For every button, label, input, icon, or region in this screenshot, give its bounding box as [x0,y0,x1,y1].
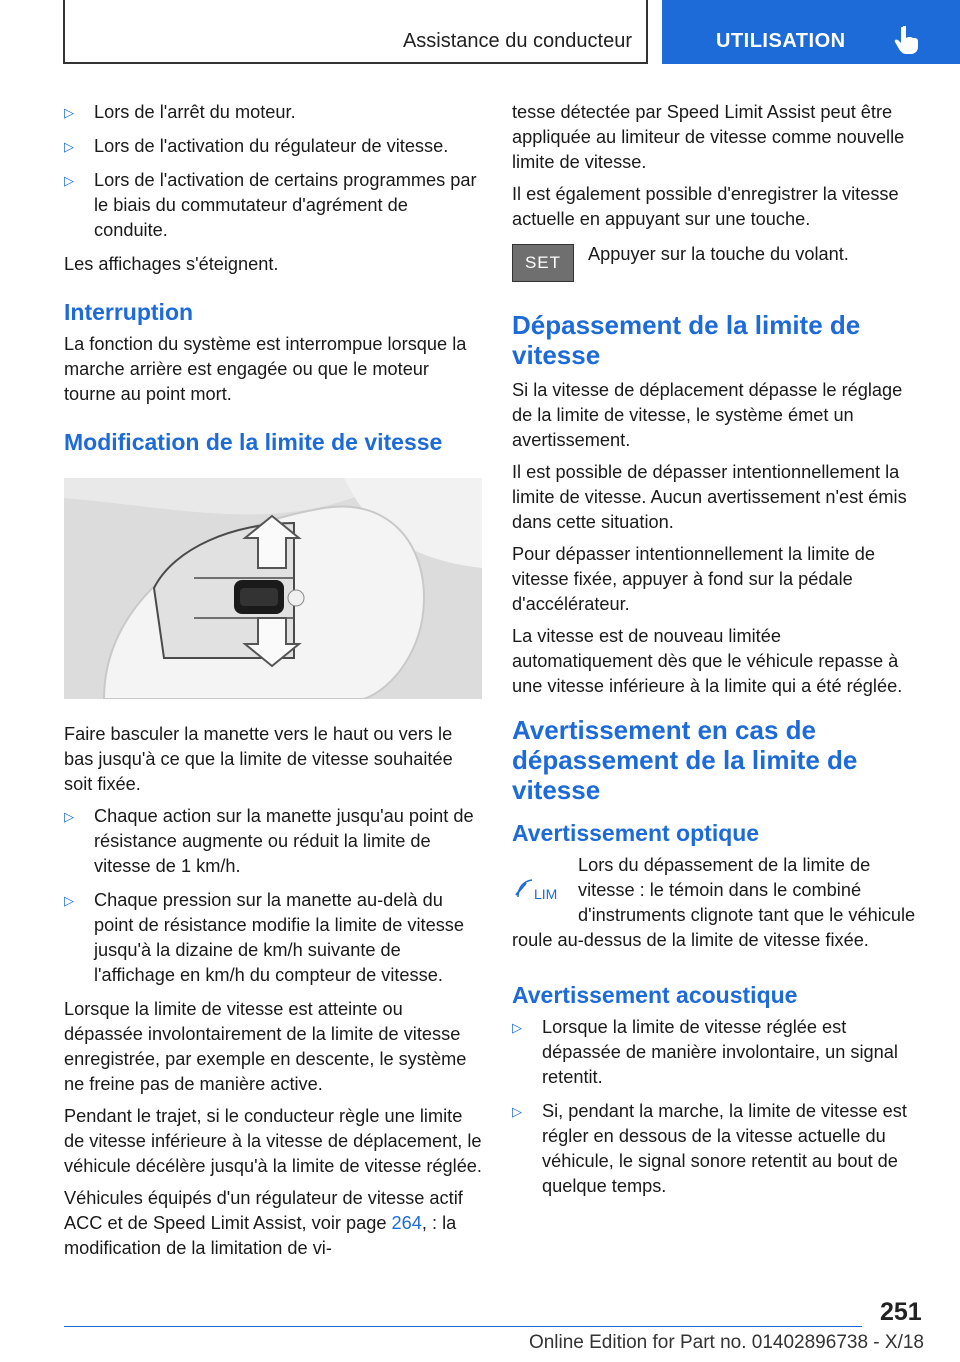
paragraph-dep-1: Si la vitesse de déplacement dépasse le réglage de la limite de vitesse, le système émet un avertissement. [512,380,903,450]
list-item: ▷ Lorsque la limite de vitesse réglée est dépassée de manière involontaire, un signal retentit. [512,1017,898,1087]
heading-acoustique: Avertissement acoustique [512,982,798,1008]
header-chapter-tab[interactable] [662,0,960,64]
section-title: Assistance du conducteur [402,30,632,52]
page-number: 251 [880,1298,922,1326]
footer-divider [64,1326,862,1327]
footer-edition: Online Edition for Part no. 01402896738 - X/18 [528,1332,924,1353]
triangle-bullet-icon: ▷ [64,105,74,120]
list-item: ▷ Lors de l'activation du régulateur de vitesse. [64,134,482,159]
paragraph-dep-2: Il est possible de dépasser intentionnellement la limite de vitesse. Aucun avertissement n'est émis dans cette situation. [512,462,907,532]
triangle-bullet-icon: ▷ [512,1104,522,1119]
list-item: ▷ Lors de l'activation de certains programmes par le biais du commutateur d'agrément de conduite. [64,170,477,240]
steering-wheel-controls-image [64,478,482,699]
paragraph-dep-4: La vitesse est de nouveau limitée automatiquement dès que le véhicule repasse à une vitesse inférieure à la limite qui a été réglée. [512,626,903,696]
heading-modification: Modification de la limite de vitesse [64,429,443,455]
paragraph-dep-3: Pour dépasser intentionnellement la limite de vitesse fixée, appuyer à fond sur la pédale d'accélérateur. [512,544,875,614]
hand-pointer-icon [894,24,920,54]
triangle-bullet-icon: ▷ [512,1020,522,1035]
paragraph-limit-reached: Lorsque la limite de vitesse est atteinte ou dépassée involontairement de la limite de vitesse enregistrée, par exemple en descente, le système ne freine pas de manière active. [64,999,467,1094]
right-column [512,100,926,1208]
list-item: ▷ Si, pendant la marche, la limite de vitesse est régler en dessous de la vitesse actuelle du véhicule, le signal sonore retentit au bout de quelque temps. [512,1101,907,1196]
manette-actions-list [64,804,482,988]
paragraph-manette: Faire basculer la manette vers le haut ou vers le bas jusqu'à ce que la limite de vitesse souhaitée soit fixée. [64,724,453,794]
acoustic-warning-list [512,1015,926,1199]
header-section-box [63,0,648,64]
triangle-bullet-icon: ▷ [64,173,74,188]
paragraph-displays-off: Les affichages s'éteignent. [64,254,279,274]
triangle-bullet-icon: ▷ [64,893,74,908]
set-button-instruction: Appuyer sur la touche du volant. [588,244,849,264]
paragraph-optique-rest: roule au-dessus de la limite de vitesse fixée. [512,930,869,950]
heading-optique: Avertissement optique [512,820,760,846]
heading-depassement: Dépassement de la limite de vitesse [512,310,861,370]
page-link-264[interactable]: 264 [391,1213,422,1233]
paragraph-optique-indent: Lors du dépassement de la limite de vitesse : le témoin dans le combiné d'instruments clignote tant que le véhicule [578,855,916,925]
set-button-icon: SET [512,244,574,282]
paragraph-during-drive: Pendant le trajet, si le conducteur règle une limite de vitesse inférieure à la vitesse de déplacement, le véhicule décélère jusqu'à la limite de vitesse réglée. [64,1106,482,1176]
list-item: ▷ Lors de l'arrêt du moteur. [64,100,482,125]
chapter-title: UTILISATION [716,30,846,52]
svg-text:LIM: LIM [534,886,558,902]
optical-warning-block [512,853,926,953]
paragraph-acc: Véhicules équipés d'un régulateur de vitesse actif ACC et de Speed Limit Assist, voir page 264, : la modification de la limitation de vi- [64,1188,463,1258]
stop-conditions-list [64,100,482,243]
list-item: ▷ Chaque pression sur la manette au-delà du point de résistance modifie la limite de vitesse jusqu'à la dizaine de km/h suivante de l'affichage en km/h du compteur de vitesse. [64,890,464,985]
paragraph-continued: tesse détectée par Speed Limit Assist peut être appliquée au limiteur de vitesse comme nouvelle limite de vitesse. [512,102,905,172]
lim-indicator-icon [512,875,568,905]
heading-avertissement: Avertissement en cas de dépassement de la limite de vitesse [512,715,858,805]
paragraph-save-speed: Il est également possible d'enregistrer la vitesse actuelle en appuyant sur une touche. [512,184,899,229]
list-item: ▷ Chaque action sur la manette jusqu'au point de résistance augmente ou réduit la limite de vitesse de 1 km/h. [64,806,474,876]
triangle-bullet-icon: ▷ [64,139,74,154]
set-button-row [512,242,926,294]
left-column [64,100,482,1268]
triangle-bullet-icon: ▷ [64,809,74,824]
heading-interruption: Interruption [64,299,194,325]
paragraph-interruption: La fonction du système est interrompue lorsque la marche arrière est engagée ou que le moteur tourne au point mort. [64,334,467,404]
